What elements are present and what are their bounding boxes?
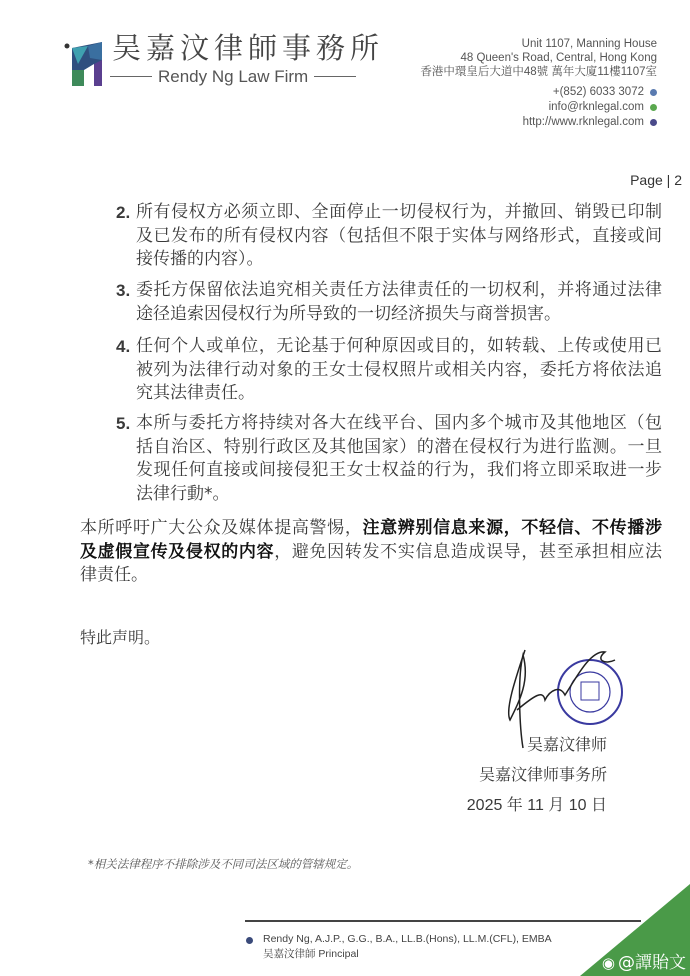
bullet-icon bbox=[650, 104, 657, 111]
watermark-text: @譚貽文 bbox=[618, 953, 686, 973]
item-line: 括自治区、特别行政区及其他国家）的潜在侵权行为进行监测。一旦 bbox=[136, 436, 662, 457]
item-line: 及已发布的所有侵权内容（包括但不限于实体与网络形式，直接或间 bbox=[136, 225, 662, 246]
bullet-icon bbox=[650, 89, 657, 96]
principal-credentials: Rendy Ng, A.J.P., G.G., B.A., LL.B.(Hons), LL.M.(CFL), EMBA bbox=[263, 933, 552, 945]
address-line: Unit 1107, Manning House bbox=[521, 38, 657, 50]
divider bbox=[110, 76, 152, 77]
item-line: 被列为法律行动对象的王女士侵权照片或相关内容，委托方将依法追 bbox=[136, 359, 662, 380]
firm-name-en bbox=[110, 67, 356, 86]
phone-text: +(852) 6033 3072 bbox=[552, 86, 644, 98]
page-number: Page | 2 bbox=[630, 172, 682, 188]
footnote: *相关法律程序不排除涉及不同司法区域的管辖规定。 bbox=[88, 857, 359, 871]
date: 2025 年 11 月 10 日 bbox=[466, 797, 607, 814]
divider bbox=[314, 76, 356, 77]
lawyer-name: 吴嘉汶律师 bbox=[526, 735, 607, 754]
text: 律责任。 bbox=[80, 565, 148, 585]
text: 本所呼吁广大公众及媒体提高警惕， bbox=[80, 518, 363, 538]
item-line: 本所与委托方将持续对各大在线平台、国内多个城市及其他地区（包 bbox=[136, 413, 662, 433]
list-item bbox=[116, 201, 662, 272]
text: ，避免因转发不实信息造成误导，甚至承担相应法 bbox=[274, 541, 662, 562]
firm-name-cn: 吴嘉汶律師事務所 bbox=[112, 31, 385, 65]
item-line: 途径追索因侵权行为所导致的一切经济损失与商誉损害。 bbox=[136, 303, 561, 324]
bullet-icon bbox=[246, 937, 253, 944]
watermark bbox=[602, 953, 686, 973]
appeal-paragraph bbox=[80, 517, 662, 588]
item-number: 2. bbox=[116, 203, 131, 222]
list-item bbox=[116, 279, 662, 326]
item-line: 接传播的内容）。 bbox=[136, 249, 264, 269]
principal-title: 吴嘉汶律師 Principal bbox=[263, 948, 359, 960]
email-text: info@rknlegal.com bbox=[548, 101, 644, 113]
list-item bbox=[116, 412, 662, 506]
firm-logo bbox=[64, 40, 102, 86]
firm-name-en-text: Rendy Ng Law Firm bbox=[158, 67, 309, 86]
item-line: 委托方保留依法追究相关责任方法律责任的一切权利，并将通过法律 bbox=[136, 280, 662, 300]
closing-statement: 特此声明。 bbox=[80, 628, 161, 647]
website-text: http://www.rknlegal.com bbox=[522, 116, 644, 128]
item-line: 究其法律责任。 bbox=[136, 383, 255, 403]
phone bbox=[553, 85, 657, 99]
bold-text: 注意辨别信息来源，不轻信、不传播涉 bbox=[362, 518, 662, 538]
item-number: 3. bbox=[116, 281, 131, 300]
address-line: 48 Queen's Road, Central, Hong Kong bbox=[460, 52, 657, 64]
item-line: 发现任何直接或间接侵犯王女士权益的行为，我们将立即采取进一步 bbox=[136, 460, 662, 480]
item-line: 法律行動*。 bbox=[136, 483, 230, 504]
item-number: 4. bbox=[116, 337, 131, 356]
email bbox=[549, 100, 657, 114]
item-line: 任何个人或单位，无论基于何种原因或目的，如转载、上传或使用已 bbox=[136, 336, 662, 356]
list-item bbox=[116, 335, 662, 406]
signature-and-seal bbox=[495, 640, 635, 750]
firm-name-signature: 吴嘉汶律师事务所 bbox=[478, 765, 607, 784]
website bbox=[523, 115, 657, 129]
item-line: 所有侵权方必须立即、全面停止一切侵权行为，并撤回、销毁已印制 bbox=[136, 202, 662, 222]
item-number: 5. bbox=[116, 414, 131, 433]
bold-text: 及虚假宣传及侵权的内容 bbox=[80, 541, 275, 562]
bullet-icon bbox=[650, 119, 657, 126]
weibo-icon: ◉ bbox=[601, 954, 615, 972]
address-line: 香港中環皇后大道中48號 萬年大廈11樓1107室 bbox=[420, 66, 657, 78]
